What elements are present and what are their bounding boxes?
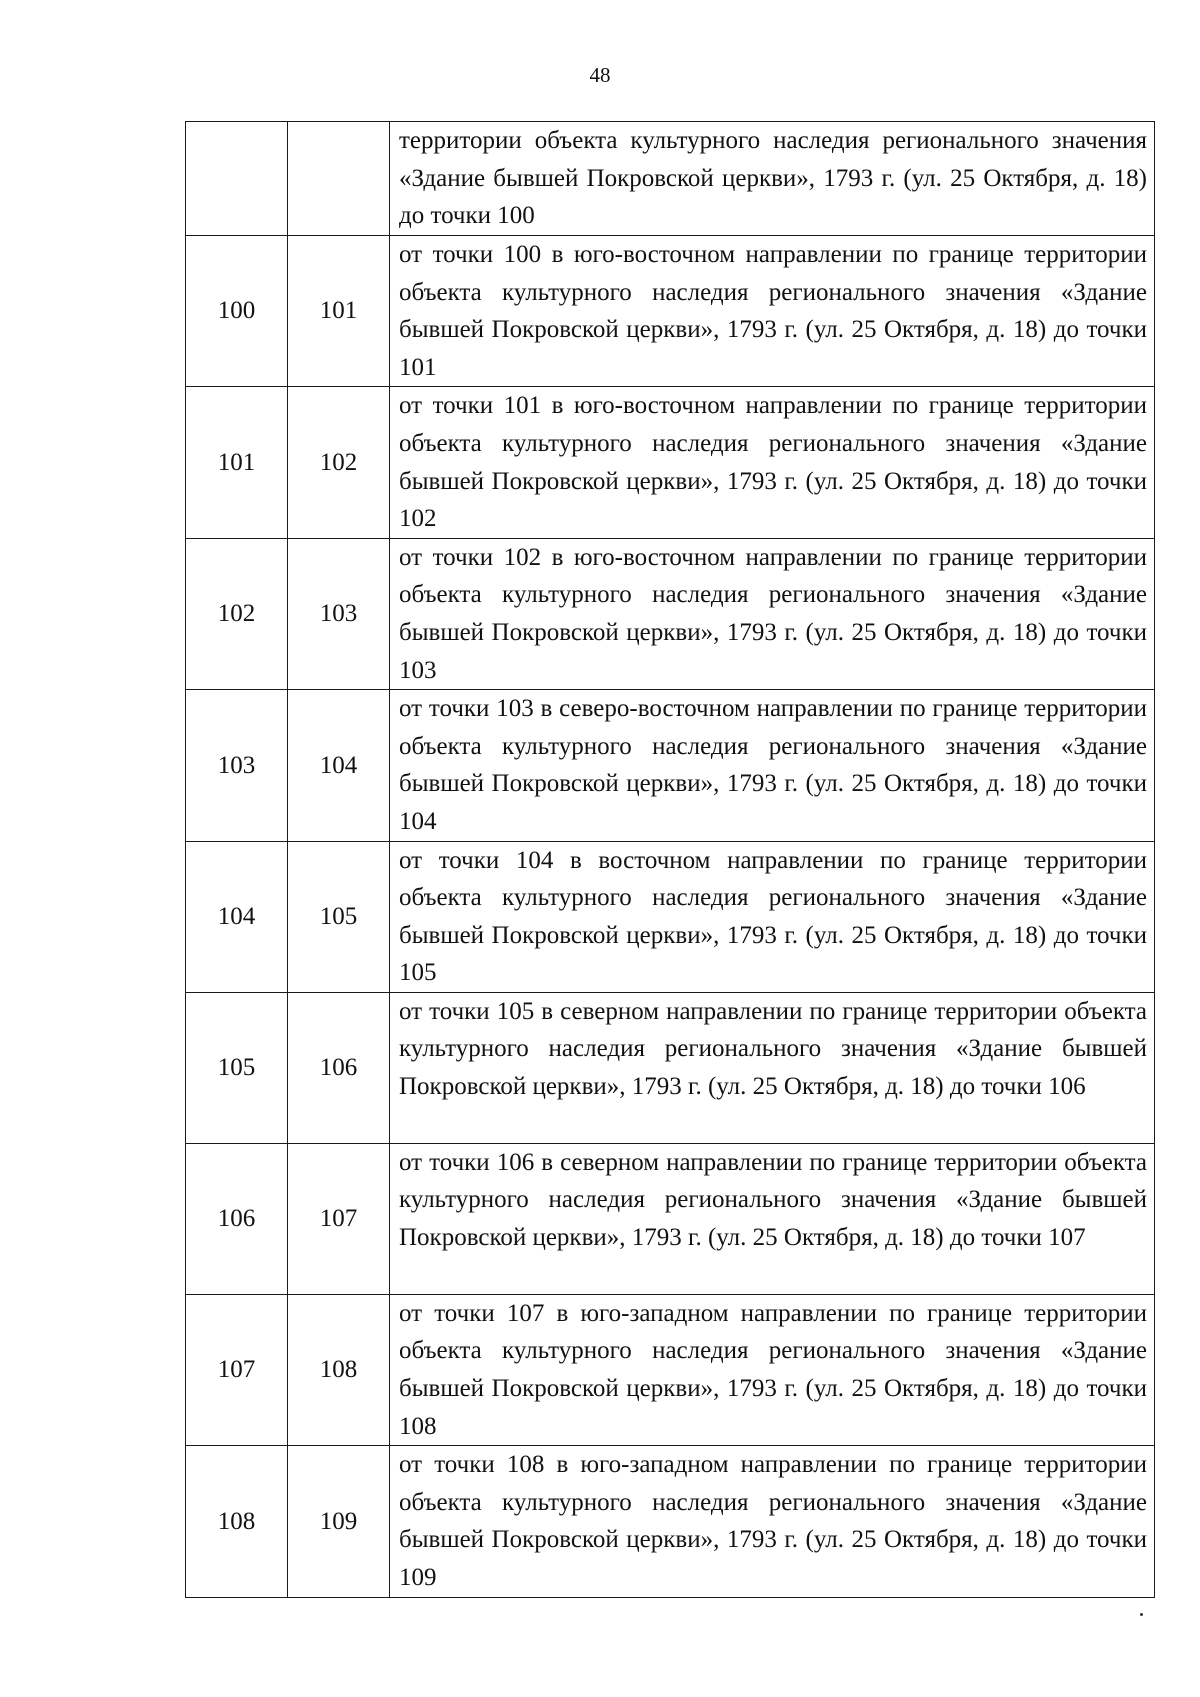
table-row: [186, 387, 1155, 538]
boundary-description-cell: от точки 103 в северо-восточном направлении по границе территории объекта культурного наследия регионального значения «Здание бывшей Покровской церкви», 1793 г. (ул. 25 Октября, д. 18) до точки 104: [390, 690, 1155, 841]
from-point-cell: 102: [186, 538, 288, 689]
boundary-description-cell: от точки 102 в юго-восточном направлении по границе территории объекта культурного наследия регионального значения «Здание бывшей Покровской церкви», 1793 г. (ул. 25 Октября, д. 18) до точки 103: [390, 538, 1155, 689]
to-point-cell: 107: [288, 1143, 390, 1294]
table-row: [186, 1143, 1155, 1294]
table-row: [186, 122, 1155, 236]
table-row: [186, 992, 1155, 1143]
boundary-description-cell: от точки 106 в северном направлении по границе территории объекта культурного наследия регионального значения «Здание бывшей Покровской церкви», 1793 г. (ул. 25 Октября, д. 18) до точки 107: [390, 1143, 1155, 1294]
boundary-description-cell: территории объекта культурного наследия регионального значения «Здание бывшей Покровской церкви», 1793 г. (ул. 25 Октября, д. 18) до точки 100: [390, 122, 1155, 236]
to-point-cell: 103: [288, 538, 390, 689]
to-point-cell: 108: [288, 1294, 390, 1445]
table-row: [186, 538, 1155, 689]
table-row: [186, 236, 1155, 387]
to-point-cell: 104: [288, 690, 390, 841]
scan-speck: [1140, 1613, 1143, 1616]
to-point-cell: 102: [288, 387, 390, 538]
to-point-cell: [288, 122, 390, 236]
boundary-description-table: [185, 121, 1155, 1598]
from-point-cell: [186, 122, 288, 236]
to-point-cell: 105: [288, 841, 390, 992]
table-row: [186, 1446, 1155, 1597]
boundary-description-cell: от точки 107 в юго-западном направлении по границе территории объекта культурного наследия регионального значения «Здание бывшей Покровской церкви», 1793 г. (ул. 25 Октября, д. 18) до точки 108: [390, 1294, 1155, 1445]
boundary-description-cell: от точки 105 в северном направлении по границе территории объекта культурного наследия регионального значения «Здание бывшей Покровской церкви», 1793 г. (ул. 25 Октября, д. 18) до точки 106: [390, 992, 1155, 1143]
table-row: [186, 1294, 1155, 1445]
to-point-cell: 106: [288, 992, 390, 1143]
to-point-cell: 101: [288, 236, 390, 387]
from-point-cell: 106: [186, 1143, 288, 1294]
boundary-description-cell: от точки 100 в юго-восточном направлении по границе территории объекта культурного наследия регионального значения «Здание бывшей Покровской церкви», 1793 г. (ул. 25 Октября, д. 18) до точки 101: [390, 236, 1155, 387]
page-number: 48: [589, 63, 611, 87]
boundary-description-cell: от точки 108 в юго-западном направлении по границе территории объекта культурного наследия регионального значения «Здание бывшей Покровской церкви», 1793 г. (ул. 25 Октября, д. 18) до точки 109: [390, 1446, 1155, 1597]
to-point-cell: 109: [288, 1446, 390, 1597]
from-point-cell: 107: [186, 1294, 288, 1445]
boundary-description-cell: от точки 101 в юго-восточном направлении по границе территории объекта культурного наследия регионального значения «Здание бывшей Покровской церкви», 1793 г. (ул. 25 Октября, д. 18) до точки 102: [390, 387, 1155, 538]
boundary-description-cell: от точки 104 в восточном направлении по границе территории объекта культурного наследия регионального значения «Здание бывшей Покровской церкви», 1793 г. (ул. 25 Октября, д. 18) до точки 105: [390, 841, 1155, 992]
from-point-cell: 108: [186, 1446, 288, 1597]
from-point-cell: 100: [186, 236, 288, 387]
from-point-cell: 104: [186, 841, 288, 992]
from-point-cell: 103: [186, 690, 288, 841]
table-row: [186, 690, 1155, 841]
from-point-cell: 101: [186, 387, 288, 538]
table-row: [186, 841, 1155, 992]
from-point-cell: 105: [186, 992, 288, 1143]
